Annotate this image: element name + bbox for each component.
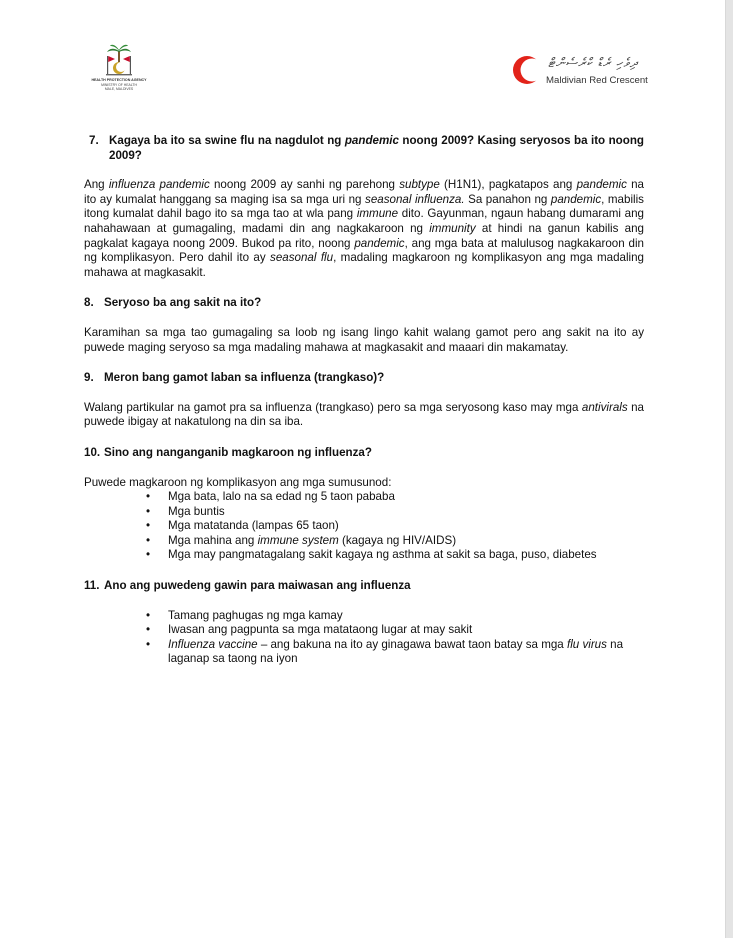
hpa-logo — [86, 42, 152, 91]
question-title: Ano ang puwedeng gawin para maiwasan ang influenza — [104, 579, 411, 593]
list-item: • Mga bata, lalo na sa edad ng 5 taon pababa — [146, 490, 644, 505]
question-number: 10. — [84, 445, 101, 459]
question-9-answer: Walang partikular na gamot pra sa influenza (trangkaso) pero sa mga seryosong kaso may mga antivirals na puwede ibigay at nakatulong na din sa iba. — [84, 400, 645, 429]
list-item: • Tamang paghugas ng mga kamay — [146, 609, 644, 624]
question-7-heading — [84, 134, 644, 163]
risk-group-list — [84, 490, 644, 563]
question-8-heading — [84, 296, 644, 311]
list-item: • Mga mahina ang immune system (kagaya ng HIV/AIDS) — [146, 534, 644, 549]
agency-location: MALE, MALDIVES — [104, 86, 134, 91]
page-edge — [725, 0, 733, 938]
question-7-answer: Ang influenza pandemic noong 2009 ay sanhi ng parehong subtype (H1N1), pagkatapos ang pandemic na ito ay kumalat hanggang sa maging isa sa mga uri ng seasonal influenza. Sa panahon ng pandemic, mabilis itong kumalat dahil bago ito sa mga tao at wla pang immune dito. Gayunman, ngaun habang dumarami ang nahahawaan at gumagaling, madami din ang nagkakaroon ng immunity at hindi na ganun kabilis ang pagkalat kagaya noong 2009. Bukod pa rito, noong pandemic, ang mga bata at malulusog nagkakaroon din ng komplikasyon. Pero dahil ito ay seasonal flu, madaling magkaroon ng komplikasyon ang mga madaling mahawa at magkasakit. — [84, 178, 645, 279]
question-number: 9. — [84, 371, 94, 385]
question-title: Kagaya ba ito sa swine flu na nagdulot ng pandemic noong 2009? Kasing seryosos ba ito noong 2009? — [109, 134, 644, 162]
dhivehi-name: ދިވެހި ރެޑް ކްރެސެންޓް — [548, 55, 638, 70]
question-11-heading — [84, 579, 644, 594]
question-title: Sino ang nanganganib magkaroon ng influenza? — [104, 445, 372, 459]
agency-name: HEALTH PROTECTION AGENCY — [91, 78, 147, 82]
list-item: • Mga buntis — [146, 505, 644, 520]
list-item: • Iwasan ang pagpunta sa mga matataong lugar at may sakit — [146, 623, 644, 638]
question-10-intro: Puwede magkaroon ng komplikasyon ang mga sumusunod: — [84, 475, 392, 489]
question-title: Seryoso ba ang sakit na ito? — [104, 296, 262, 310]
list-item: • Influenza vaccine – ang bakuna na ito ay ginagawa bawat taon batay sa mga flu virus na laganap sa taong na iyon — [146, 638, 644, 667]
prevention-list — [84, 609, 644, 667]
list-item: • Mga may pangmatagalang sakit kagaya ng asthma at sakit sa baga, puso, diabetes — [146, 548, 644, 563]
question-number: 7. — [89, 134, 99, 147]
question-9-heading — [84, 371, 644, 386]
red-crescent-name: Maldivian Red Crescent — [546, 75, 648, 86]
red-crescent-logo — [510, 52, 650, 92]
ministry-name: MINISTRY OF HEALTH — [101, 82, 137, 87]
list-item: • Mga matatanda (lampas 65 taon) — [146, 519, 644, 534]
document-body — [84, 134, 644, 667]
question-8-answer: Karamihan sa mga tao gumagaling sa loob ng isang lingo kahit walang gamot pero ang sakit na ito ay puwede maging seryoso sa mga madaling mahawa at magkasakit and maaari din makamatay. — [84, 325, 644, 354]
question-title: Meron bang gamot laban sa influenza (trangkaso)? — [104, 371, 385, 385]
maldives-emblem-icon — [101, 42, 137, 78]
question-number: 8. — [84, 296, 94, 310]
question-number: 11. — [84, 579, 100, 593]
red-crescent-icon — [510, 52, 544, 88]
question-10-heading — [84, 446, 644, 461]
